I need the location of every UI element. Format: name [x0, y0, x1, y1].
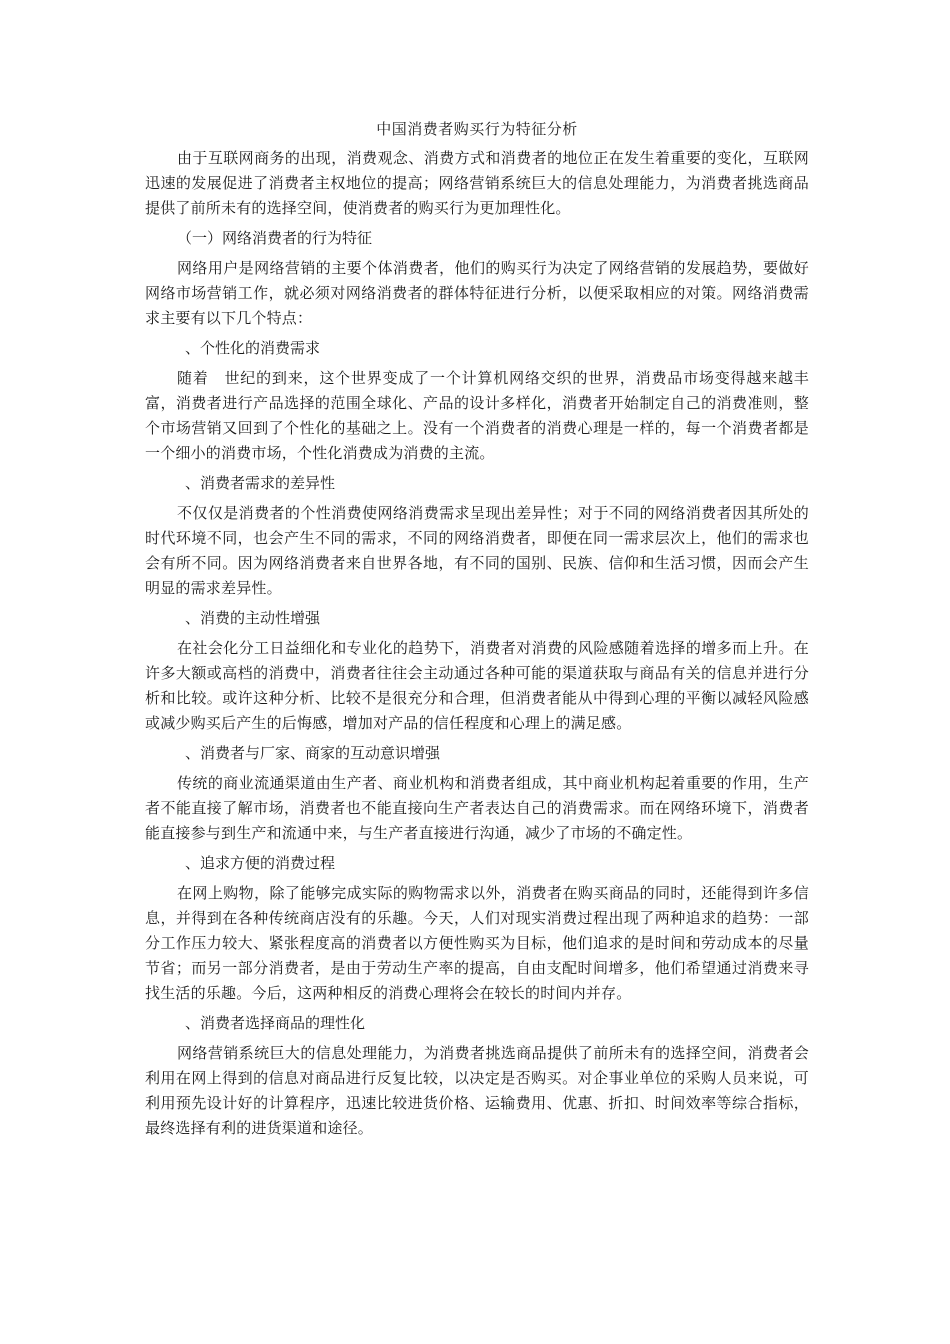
item-body-5: 在网上购物，除了能够完成实际的购物需求以外，消费者在购买商品的同时，还能得到许多信息，并得到在各种传统商店没有的乐趣。今天，人们对现实消费过程出现了两种追求的趋势：一部分工作压力较大、紧张程度高的消费者以方便性购买为目标，他们追求的是时间和劳动成本的尽量节省；而另一部分消费者，是由于劳动生产率的提高，自由支配时间增多，他们希望通过消费来寻找生活的乐趣。今后，这两种相反的消费心理将会在较长的时间内并存。: [145, 884, 809, 1002]
item-heading-2: 、消费者需求的差异性: [185, 474, 336, 492]
section-heading: （一）网络消费者的行为特征: [177, 229, 373, 247]
item-heading-5: 、追求方便的消费过程: [185, 854, 336, 872]
item-heading-3: 、消费的主动性增强: [185, 609, 321, 627]
item-body-2: 不仅仅是消费者的个性消费使网络消费需求呈现出差异性；对于不同的网络消费者因其所处的时代环境不同，也会产生不同的需求，不同的网络消费者，即便在同一需求层次上，他们的需求也会有所不同。因为网络消费者来自世界各地，有不同的国别、民族、信仰和生活习惯，因而会产生明显的需求差异性。: [145, 504, 809, 597]
item-heading-6: 、消费者选择商品的理性化: [185, 1014, 366, 1032]
document-page: [145, 116, 809, 1146]
item-body-3: 在社会化分工日益细化和专业化的趋势下，消费者对消费的风险感随着选择的增多而上升。在许多大额或高档的消费中，消费者往往会主动通过各种可能的渠道获取与商品有关的信息并进行分析和比较。或许这种分析、比较不是很充分和合理，但消费者能从中得到心理的平衡以减轻风险感或减少购买后产生的后悔感，增加对产品的信任程度和心理上的满足感。: [145, 639, 809, 732]
item-heading-1: 、个性化的消费需求: [185, 339, 321, 357]
item-body-4: 传统的商业流通渠道由生产者、商业机构和消费者组成，其中商业机构起着重要的作用，生产者不能直接了解市场，消费者也不能直接向生产者表达自己的消费需求。而在网络环境下，消费者能直接参与到生产和流通中来，与生产者直接进行沟通，减少了市场的不确定性。: [145, 774, 809, 842]
document-title: 中国消费者购买行为特征分析: [376, 120, 578, 138]
item-heading-4: 、消费者与厂家、商家的互动意识增强: [185, 744, 441, 762]
item-body-6: 网络营销系统巨大的信息处理能力，为消费者挑选商品提供了前所未有的选择空间，消费者会利用在网上得到的信息对商品进行反复比较，以决定是否购买。对企事业单位的采购人员来说，可利用预先设计好的计算程序，迅速比较进货价格、运输费用、优惠、折扣、时间效率等综合指标，最终选择有利的进货渠道和途径。: [145, 1044, 809, 1137]
section-intro-paragraph: 网络用户是网络营销的主要个体消费者，他们的购买行为决定了网络营销的发展趋势，要做好网络市场营销工作，就必须对网络消费者的群体特征进行分析，以便采取相应的对策。网络消费需求主要有以下几个特点：: [145, 259, 809, 327]
item-body-1: 随着 世纪的到来，这个世界变成了一个计算机网络交织的世界，消费品市场变得越来越丰富，消费者进行产品选择的范围全球化、产品的设计多样化，消费者开始制定自己的消费准则，整个市场营销又回到了个性化的基础之上。没有一个消费者的消费心理是一样的，每一个消费者都是一个细小的消费市场，个性化消费成为消费的主流。: [145, 369, 809, 462]
intro-paragraph: 由于互联网商务的出现，消费观念、消费方式和消费者的地位正在发生着重要的变化，互联网迅速的发展促进了消费者主权地位的提高；网络营销系统巨大的信息处理能力，为消费者挑选商品提供了前所未有的选择空间，使消费者的购买行为更加理性化。: [145, 149, 809, 217]
